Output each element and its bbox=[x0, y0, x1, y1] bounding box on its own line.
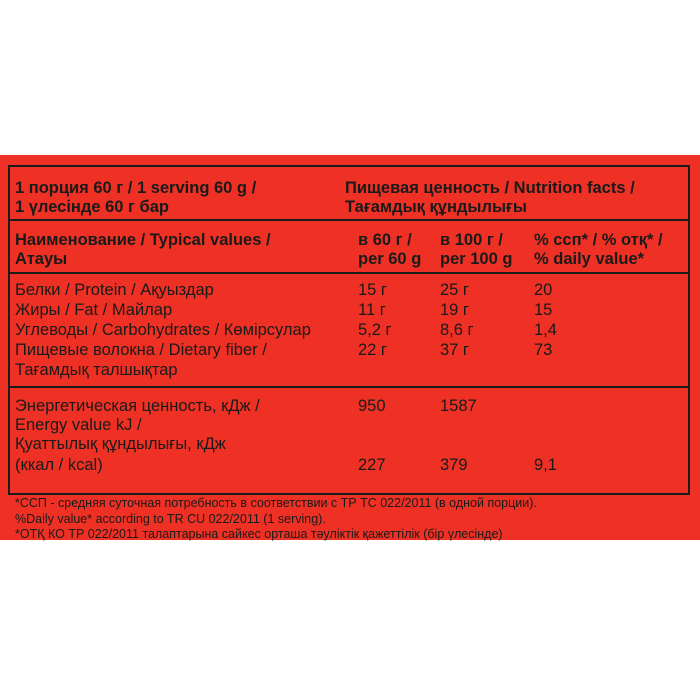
row-protein-dv: 20 bbox=[534, 281, 553, 299]
row-carbs-per60: 5,2 г bbox=[358, 321, 392, 339]
divider-energy bbox=[8, 386, 690, 388]
column-header-name-line2: Атауы bbox=[15, 250, 68, 268]
serving-size-line1: 1 порция 60 г / 1 serving 60 g / bbox=[15, 179, 257, 197]
row-fat-per60: 11 г bbox=[358, 301, 386, 319]
row-carbs-name: Углеводы / Carbohydrates / Көмірсулар bbox=[15, 321, 311, 339]
footnote-line1: *ССП - средняя суточная потребность в соответствии с ТР ТС 022/2011 (в одной порции). bbox=[15, 496, 537, 510]
energy-label-line3: Қуаттылық құндылығы, кДж bbox=[15, 435, 226, 453]
column-header-per60-line2: per 60 g bbox=[358, 250, 422, 268]
energy-kj-per60: 950 bbox=[358, 397, 386, 415]
row-fat-dv: 15 bbox=[534, 301, 553, 319]
row-protein-name: Белки / Protein / Ақуыздар bbox=[15, 281, 214, 299]
energy-label-line1: Энергетическая ценность, кДж / bbox=[15, 397, 260, 415]
energy-label-line2: Energy value kJ / bbox=[15, 416, 142, 434]
row-carbs-per100: 8,6 г bbox=[440, 321, 474, 339]
energy-kcal-label: (ккал / kcal) bbox=[15, 456, 103, 474]
row-fat-per100: 19 г bbox=[440, 301, 469, 319]
footnote-line3: *ОТҚ КО ТР 022/2011 талаптарына сайкес орташа тәуліктік қажеттілік (бір үлесінде) bbox=[15, 527, 503, 541]
row-fiber-dv: 73 bbox=[534, 341, 553, 359]
row-fiber-name-line2: Тағамдық талшықтар bbox=[15, 361, 178, 379]
footnote-line2: %Daily value* according to TR CU 022/2011 (1 serving). bbox=[15, 512, 326, 526]
column-header-dv-line2: % daily value* bbox=[534, 250, 645, 268]
column-header-name-line1: Наименование / Typical values / bbox=[15, 231, 271, 249]
divider-header bbox=[8, 219, 690, 221]
divider-columns bbox=[8, 272, 690, 274]
energy-kcal-per60: 227 bbox=[358, 456, 386, 474]
column-header-per100-line2: per 100 g bbox=[440, 250, 513, 268]
energy-kj-per100: 1587 bbox=[440, 397, 477, 415]
column-header-dv-line1: % ссп* / % отқ* / bbox=[534, 231, 663, 249]
column-header-per60-line1: в 60 г / bbox=[358, 231, 412, 249]
row-fiber-per100: 37 г bbox=[440, 341, 469, 359]
table-title-line1: Пищевая ценность / Nutrition facts / bbox=[345, 179, 635, 197]
row-carbs-dv: 1,4 bbox=[534, 321, 557, 339]
row-fiber-per60: 22 г bbox=[358, 341, 387, 359]
row-fat-name: Жиры / Fat / Майлар bbox=[15, 301, 173, 319]
energy-kcal-per100: 379 bbox=[440, 456, 468, 474]
serving-size-line2: 1 үлесінде 60 г бар bbox=[15, 198, 169, 216]
energy-kcal-dv: 9,1 bbox=[534, 456, 557, 474]
row-fiber-name: Пищевые волокна / Dietary fiber / bbox=[15, 341, 267, 359]
column-header-per100-line1: в 100 г / bbox=[440, 231, 503, 249]
row-protein-per100: 25 г bbox=[440, 281, 469, 299]
row-protein-per60: 15 г bbox=[358, 281, 387, 299]
table-title-line2: Тағамдық құндылығы bbox=[345, 198, 528, 216]
